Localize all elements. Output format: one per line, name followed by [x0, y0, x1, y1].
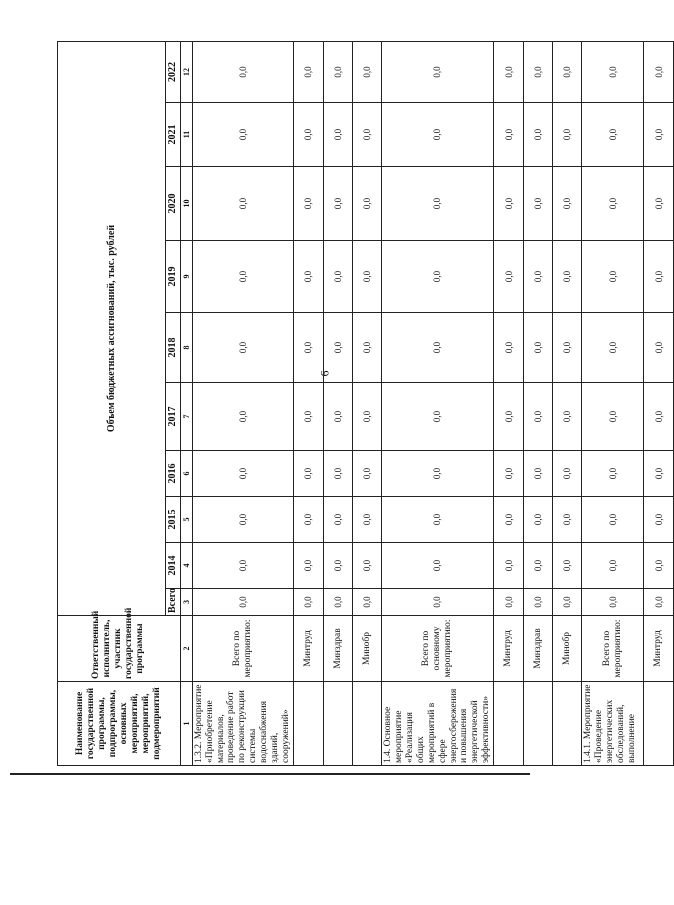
row-value: 0,0 [644, 543, 674, 589]
row-value: 0,0 [582, 383, 644, 451]
row-value: 0,0 [644, 42, 674, 103]
table-row [352, 42, 381, 766]
row-value: 0,0 [323, 543, 352, 589]
header-col-name: Наименование государственной программы, подпрограммы, основных мероприятий, мероприятий, подмероприятий [58, 682, 181, 766]
row-value: 0,0 [381, 313, 493, 383]
row-name [323, 682, 352, 766]
column-index: 9 [180, 241, 192, 313]
row-value: 0,0 [352, 241, 381, 313]
row-value: 0,0 [192, 313, 293, 383]
row-executor: Всего по мероприятию: [192, 616, 293, 682]
separator-line [10, 773, 530, 775]
row-value: 0,0 [293, 42, 323, 103]
row-value: 0,0 [192, 543, 293, 589]
table-row [494, 42, 524, 766]
row-value: 0,0 [352, 313, 381, 383]
row-value: 0,0 [381, 497, 493, 543]
row-value: 0,0 [553, 167, 582, 241]
row-value: 0,0 [494, 241, 524, 313]
row-value: 0,0 [323, 167, 352, 241]
row-name: 1.4. Основное мероприятие «Реализация общих мероприятий в сфере энергосбережения и повышения энергетической эффективности» [381, 682, 493, 766]
row-value: 0,0 [553, 497, 582, 543]
row-value: 0,0 [494, 543, 524, 589]
row-name [524, 682, 553, 766]
header-year: 2015 [166, 497, 181, 543]
row-value: 0,0 [352, 589, 381, 616]
row-value: 0,0 [381, 543, 493, 589]
row-value: 0,0 [494, 497, 524, 543]
row-value: 0,0 [352, 451, 381, 497]
row-value: 0,0 [553, 313, 582, 383]
column-index: 12 [180, 42, 192, 103]
row-value: 0,0 [582, 497, 644, 543]
table-row [582, 42, 644, 766]
column-index: 5 [180, 497, 192, 543]
row-value: 0,0 [582, 543, 644, 589]
row-value: 0,0 [381, 241, 493, 313]
row-value: 0,0 [553, 451, 582, 497]
page-number: 6 [317, 370, 332, 377]
row-value: 0,0 [644, 497, 674, 543]
table-row [381, 42, 493, 766]
row-value: 0,0 [524, 383, 553, 451]
row-executor: Всего по мероприятию: [582, 616, 644, 682]
row-value: 0,0 [644, 589, 674, 616]
row-value: 0,0 [381, 42, 493, 103]
row-value: 0,0 [644, 313, 674, 383]
row-value: 0,0 [323, 383, 352, 451]
row-value: 0,0 [323, 589, 352, 616]
column-index: 8 [180, 313, 192, 383]
table-row [293, 42, 323, 766]
row-value: 0,0 [192, 42, 293, 103]
row-value: 0,0 [352, 497, 381, 543]
row-value: 0,0 [582, 103, 644, 167]
row-value: 0,0 [323, 42, 352, 103]
row-value: 0,0 [323, 451, 352, 497]
row-value: 0,0 [352, 103, 381, 167]
row-value: 0,0 [553, 241, 582, 313]
column-index: 3 [180, 589, 192, 616]
row-value: 0,0 [494, 589, 524, 616]
row-value: 0,0 [644, 103, 674, 167]
header-year: 2017 [166, 383, 181, 451]
row-value: 0,0 [293, 497, 323, 543]
row-executor: Минобр [352, 616, 381, 682]
column-index: 7 [180, 383, 192, 451]
row-value: 0,0 [644, 241, 674, 313]
row-executor: Минздрав [323, 616, 352, 682]
row-value: 0,0 [192, 103, 293, 167]
row-executor: Минтруд [644, 616, 674, 682]
row-value: 0,0 [381, 167, 493, 241]
row-name [553, 682, 582, 766]
header-year: 2020 [166, 167, 181, 241]
row-value: 0,0 [352, 42, 381, 103]
row-value: 0,0 [381, 589, 493, 616]
row-value: 0,0 [494, 167, 524, 241]
header-year: 2019 [166, 241, 181, 313]
row-name [293, 682, 323, 766]
row-value: 0,0 [582, 451, 644, 497]
row-value: 0,0 [192, 497, 293, 543]
row-executor: Минтруд [293, 616, 323, 682]
row-value: 0,0 [494, 103, 524, 167]
header-year: 2014 [166, 543, 181, 589]
row-name: 1.4.1. Мероприятие «Проведение энергетических обследований, выполнение [582, 682, 644, 766]
table-row [644, 42, 674, 766]
row-value: 0,0 [352, 167, 381, 241]
row-executor: Всего по основному мероприятию: [381, 616, 493, 682]
row-value: 0,0 [293, 103, 323, 167]
row-name [644, 682, 674, 766]
column-index: 10 [180, 167, 192, 241]
row-value: 0,0 [494, 42, 524, 103]
row-value: 0,0 [524, 497, 553, 543]
row-value: 0,0 [381, 103, 493, 167]
row-executor: Минобр [553, 616, 582, 682]
row-value: 0,0 [553, 543, 582, 589]
row-value: 0,0 [582, 167, 644, 241]
row-name [494, 682, 524, 766]
row-value: 0,0 [192, 589, 293, 616]
row-executor: Минздрав [524, 616, 553, 682]
row-value: 0,0 [644, 167, 674, 241]
header-budget: Объем бюджетных ассигнований, тыс. рублей [58, 42, 166, 616]
row-value: 0,0 [192, 167, 293, 241]
table-row [323, 42, 352, 766]
table-row [553, 42, 582, 766]
table-row [524, 42, 553, 766]
row-value: 0,0 [192, 241, 293, 313]
row-value: 0,0 [553, 383, 582, 451]
row-value: 0,0 [494, 451, 524, 497]
header-year: Всего [166, 589, 181, 616]
row-value: 0,0 [494, 383, 524, 451]
row-value: 0,0 [323, 241, 352, 313]
row-value: 0,0 [644, 451, 674, 497]
row-value: 0,0 [323, 497, 352, 543]
column-index: 6 [180, 451, 192, 497]
header-year: 2021 [166, 103, 181, 167]
row-value: 0,0 [381, 451, 493, 497]
row-value: 0,0 [553, 42, 582, 103]
column-index: 2 [180, 616, 192, 682]
row-value: 0,0 [644, 383, 674, 451]
row-name [352, 682, 381, 766]
row-value: 0,0 [582, 589, 644, 616]
row-value: 0,0 [524, 543, 553, 589]
header-year: 2016 [166, 451, 181, 497]
row-value: 0,0 [352, 383, 381, 451]
row-value: 0,0 [323, 313, 352, 383]
row-value: 0,0 [293, 241, 323, 313]
column-index: 4 [180, 543, 192, 589]
row-value: 0,0 [293, 383, 323, 451]
row-executor: Минтруд [494, 616, 524, 682]
row-value: 0,0 [524, 589, 553, 616]
row-value: 0,0 [293, 313, 323, 383]
row-value: 0,0 [524, 313, 553, 383]
row-value: 0,0 [553, 103, 582, 167]
header-year: 2018 [166, 313, 181, 383]
row-value: 0,0 [323, 103, 352, 167]
row-value: 0,0 [582, 313, 644, 383]
row-value: 0,0 [553, 589, 582, 616]
budget-table [57, 41, 674, 766]
row-value: 0,0 [582, 42, 644, 103]
row-value: 0,0 [352, 543, 381, 589]
header-col-executor: Ответственный исполнитель, участник государственной программы [58, 616, 181, 682]
row-value: 0,0 [293, 589, 323, 616]
row-value: 0,0 [524, 451, 553, 497]
column-index: 1 [180, 682, 192, 766]
row-value: 0,0 [524, 103, 553, 167]
row-value: 0,0 [582, 241, 644, 313]
row-value: 0,0 [524, 42, 553, 103]
row-value: 0,0 [381, 383, 493, 451]
row-value: 0,0 [293, 543, 323, 589]
row-value: 0,0 [494, 313, 524, 383]
row-value: 0,0 [192, 451, 293, 497]
table-row [192, 42, 293, 766]
row-value: 0,0 [192, 383, 293, 451]
header-year: 2022 [166, 42, 181, 103]
column-index: 11 [180, 103, 192, 167]
budget-table-rotated [57, 42, 664, 766]
row-value: 0,0 [524, 167, 553, 241]
row-name: 1.3.2. Мероприятие «Приобретение материалов, проведение работ по реконструкции системы водоснабжения зданий, сооружений» [192, 682, 293, 766]
row-value: 0,0 [293, 451, 323, 497]
row-value: 0,0 [524, 241, 553, 313]
row-value: 0,0 [293, 167, 323, 241]
